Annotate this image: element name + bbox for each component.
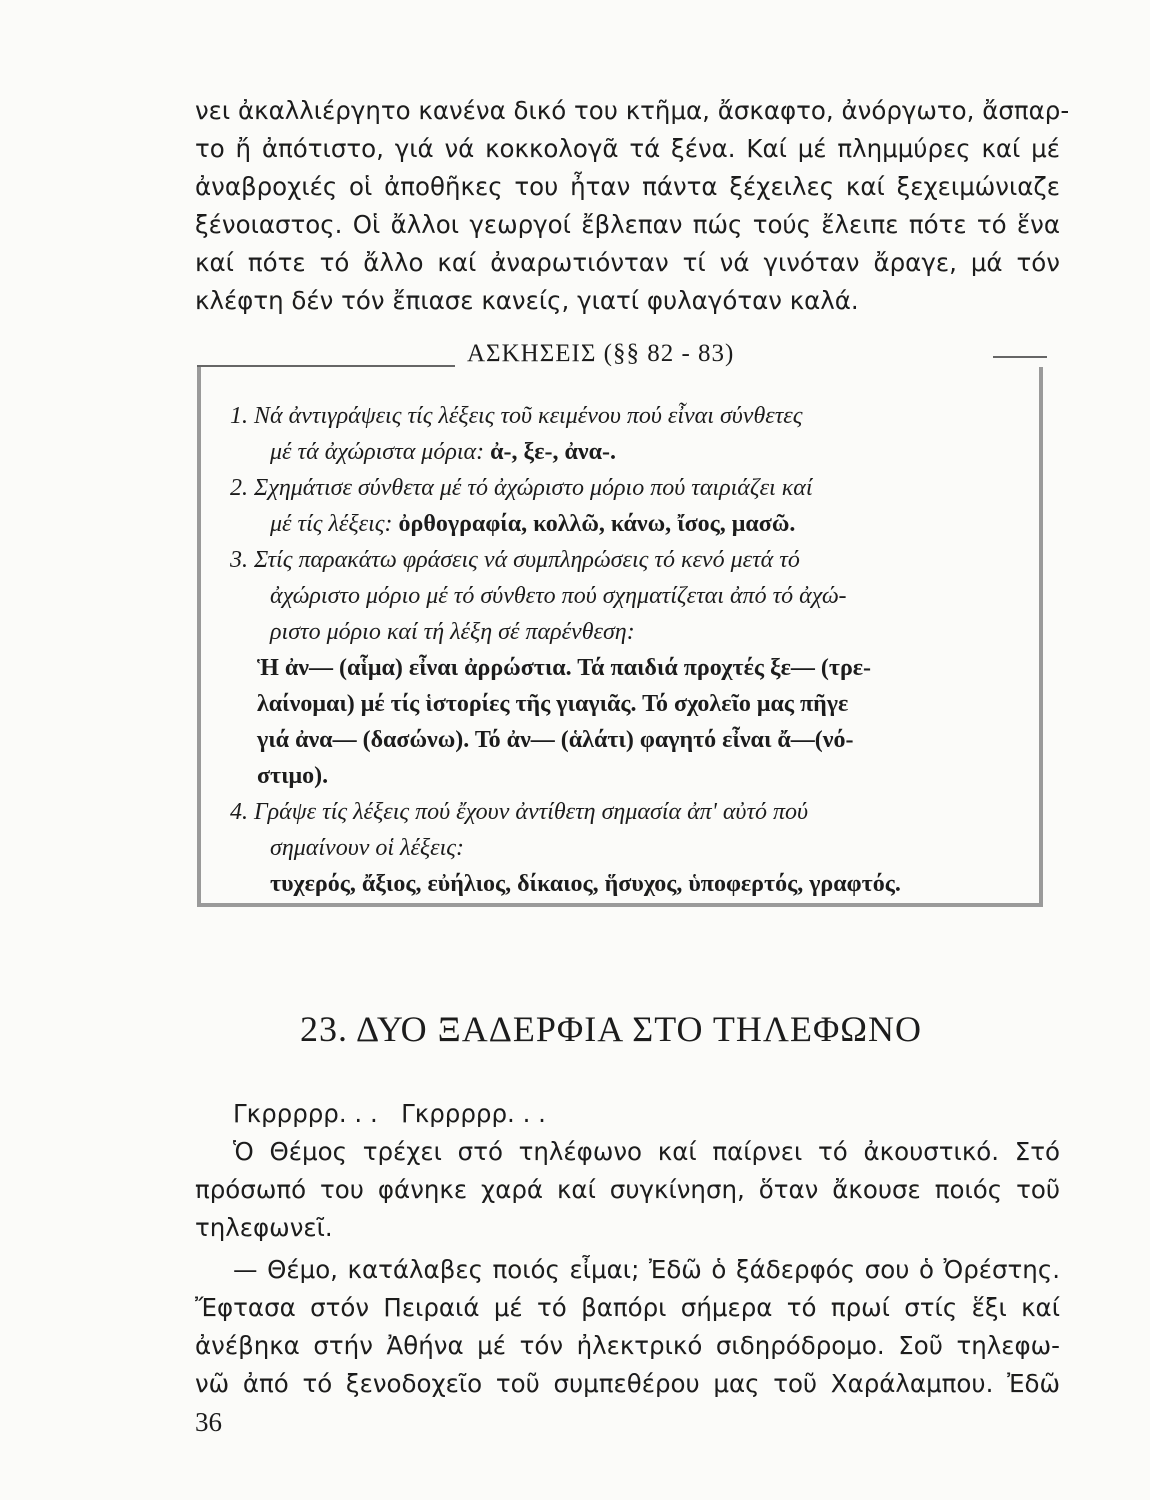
text-line: ἀνέβηκα στήν Ἀθήνα μέ τόν ἠλεκτρικό σιδηρόδρομο. Σοῦ τηλεφω- — [195, 1331, 1060, 1360]
exercise-number: 2. — [230, 475, 248, 501]
exercise-line — [230, 506, 1020, 542]
exercise-line: ριστο μόριο καί τή λέξη σέ παρένθεση: — [270, 619, 635, 645]
lesson-text — [195, 1095, 1060, 1403]
exercise-2 — [230, 470, 1020, 506]
exercises-list — [230, 398, 1020, 902]
text-line: Ὁ Θέμος τρέχει στό τηλέφωνο καί παίρνει τό ἀκουστικό. Στό — [233, 1137, 1060, 1166]
exercise-text: Γράψε τίς λέξεις πού ἔχουν ἀντίθετη σημασία ἀπ' αὐτό πού — [254, 799, 809, 825]
continued-paragraph — [195, 92, 1070, 320]
exercises-title: ΑΣΚΗΣΕΙΣ (§§ 82 - 83) — [467, 340, 735, 367]
exercise-words: ἀ-, ξε-, ἀνα-. — [490, 439, 616, 465]
exercise-text: μέ τά ἀχώριστα μόρια: — [270, 439, 491, 465]
ring-sound: Γκρρρρρ. . . Γκρρρρρ. . . — [233, 1099, 546, 1128]
exercise-number: 3. — [230, 547, 248, 573]
exercise-bold-line: τυχερός, ἄξιος, εὐήλιος, δίκαιος, ἥσυχος, ὑποφερτός, γραφτός. — [270, 871, 901, 897]
text-line: νει ἀκαλλιέργητο κανένα δικό του κτῆμα, ἄσκαφτο, ἀνόργωτο, ἄσπαρ- — [195, 96, 1070, 125]
exercise-line — [230, 434, 1020, 470]
text-line: — Θέμο, κατάλαβες ποιός εἶμαι; Ἐδῶ ὁ ξάδερφός σου ὁ Ὀρέστης. — [233, 1255, 1060, 1284]
exercise-text: Νά ἀντιγράψεις τίς λέξεις τοῦ κειμένου πού εἶναι σύνθετες — [254, 403, 803, 429]
text-line: το ἤ ἀπότιστο, γιά νά κοκκολογᾶ τά ξένα. Καί μέ πλημμύρες καί μέ — [195, 134, 1060, 163]
exercise-line: ἀχώριστο μόριο μέ τό σύνθετο πού σχηματίζεται ἀπό τό ἀχώ- — [270, 583, 847, 609]
header-rule-right — [993, 356, 1047, 358]
exercise-text: Στίς παρακάτω φράσεις νά συμπληρώσεις τό κενό μετά τό — [254, 547, 800, 573]
text-line: καί πότε τό ἄλλο καί ἀναρωτιόνταν τί νά γινόταν ἄραγε, μά τόν — [195, 248, 1060, 277]
exercise-number: 1. — [230, 403, 248, 429]
exercise-text: μέ τίς λέξεις: — [270, 511, 399, 537]
exercise-4 — [230, 794, 1020, 830]
text-line: ἀναβροχιές οἱ ἀποθῆκες του ἦταν πάντα ξέχειλες καί ξεχειμώνιαζε — [195, 172, 1060, 201]
text-line: ξένοιαστος. Οἱ ἄλλοι γεωργοί ἔβλεπαν πώς τούς ἔλειπε πότε τό ἕνα — [195, 210, 1060, 239]
exercise-3 — [230, 542, 1020, 578]
lesson-title: 23. ΔΥΟ ΞΑΔΕΡΦΙΑ ΣΤΟ ΤΗΛΕΦΩΝΟ — [300, 1009, 923, 1049]
text-line: Ἔφτασα στόν Πειραιά μέ τό βαπόρι σήμερα τό πρωί στίς ἕξι καί — [195, 1293, 1060, 1322]
exercise-bold-line: λαίνομαι) μέ τίς ἱστορίες τῆς γιαγιᾶς. Τό σχολεῖο μας πῆγε — [257, 691, 849, 717]
text-line: τηλεφωνεῖ. — [195, 1213, 333, 1242]
text-line: κλέφτη δέν τόν ἔπιασε κανείς, γιατί φυλαγόταν καλά. — [195, 286, 859, 315]
text-line: νῶ ἀπό τό ξενοδοχεῖο τοῦ συμπεθέρου μας τοῦ Χαράλαμπου. Ἐδῶ — [195, 1369, 1060, 1398]
exercise-line: σημαίνουν οἱ λέξεις: — [270, 835, 465, 861]
exercise-bold-line: Ἡ ἀν— (αἷμα) εἶναι ἀρρώστια. Τά παιδιά προχτές ξε— (τρε- — [257, 655, 872, 681]
exercise-number: 4. — [230, 799, 248, 825]
exercise-words: ὀρθογραφία, κολλῶ, κάνω, ἴσος, μασῶ. — [398, 511, 796, 537]
exercise-bold-line: γιά ἀνα— (δασώνω). Τό ἀν— (ἁλάτι) φαγητό εἶναι ἄ—(νό- — [257, 727, 854, 753]
exercise-text: Σχημάτισε σύνθετα μέ τό ἀχώριστο μόριο πού ταιριάζει καί — [254, 475, 813, 501]
exercise-bold-line: στιμο). — [257, 763, 329, 789]
text-line: πρόσωπό του φάνηκε χαρά καί συγκίνηση, ὅταν ἄκουσε ποιός τοῦ — [195, 1175, 1060, 1204]
page-number: 36 — [195, 1407, 222, 1437]
exercise-1 — [230, 398, 1020, 434]
